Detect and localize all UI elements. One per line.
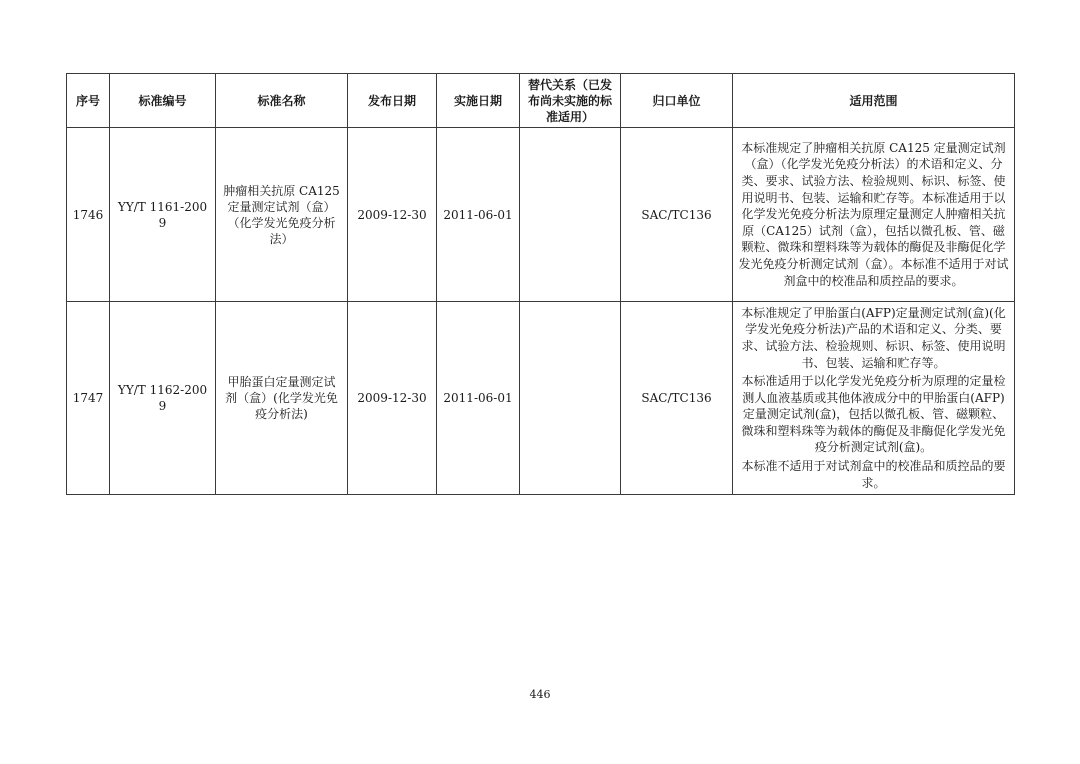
table-row (67, 302, 1015, 495)
cell-scope (733, 128, 1015, 302)
cell-publish-date: 2009-12-30 (348, 128, 437, 302)
cell-seq: 1747 (67, 302, 110, 495)
cell-replacement (520, 128, 621, 302)
table-row (67, 128, 1015, 302)
cell-scope-text: 本标准规定了肿瘤相关抗原 CA125 定量测定试剂（盒）（化学发光免疫分析法）的术语和定义、分类、要求、试验方法、检验规则、标识、标签、使用说明书、包装、运输和贮存等。本标准适用于以化学发光免疫分析法为原理定量测定人肿瘤相关抗原（CA125）试剂（盒），包括以微孔板、管、磁颗粒、微珠和塑料珠等为载体的酶促及非酶促化学发光免疫分析测定试剂（盒）。本标准不适用于对试剂盒中的校准品和质控品的要求。 (738, 140, 1009, 288)
cell-seq: 1746 (67, 128, 110, 302)
cell-name (216, 302, 348, 495)
cell-name (216, 128, 348, 302)
header-code: 标准编号 (110, 74, 216, 128)
cell-code-text: YY/T 1162-2009 (117, 383, 208, 413)
cell-scope (733, 302, 1015, 495)
header-row (67, 74, 1015, 128)
header-implement-date: 实施日期 (437, 74, 520, 128)
header-scope: 适用范围 (733, 74, 1015, 128)
cell-name-text: 肿瘤相关抗原 CA125 定量测定试剂（盒）（化学发光免疫分析法） (223, 183, 340, 246)
cell-implement-date: 2011-06-01 (437, 302, 520, 495)
header-publish-date: 发布日期 (348, 74, 437, 128)
cell-replacement (520, 302, 621, 495)
header-seq: 序号 (67, 74, 110, 128)
header-unit: 归口单位 (621, 74, 733, 128)
cell-scope-paragraph: 本标准不适用于对试剂盒中的校准品和质控品的要求。 (741, 459, 1006, 490)
cell-unit: SAC/TC136 (621, 302, 733, 495)
cell-publish-date: 2009-12-30 (348, 302, 437, 495)
header-name: 标准名称 (216, 74, 348, 128)
standards-table (66, 73, 1015, 495)
cell-unit: SAC/TC136 (621, 128, 733, 302)
header-replacement (520, 74, 621, 128)
cell-code (110, 302, 216, 495)
cell-implement-date: 2011-06-01 (437, 128, 520, 302)
cell-name-text: 甲胎蛋白定量测定试剂（盒）(化学发光免疫分析法) (225, 375, 338, 421)
cell-scope-paragraph: 本标准规定了甲胎蛋白(AFP)定量测定试剂(盒)(化学发光免疫分析法)产品的术语和定义、分类、要求、试验方法、检验规则、标识、标签、使用说明书、包装、运输和贮存等。 (741, 305, 1006, 370)
header-replacement-text: 替代关系（已发布尚未实施的标准适用） (527, 77, 612, 124)
cell-code (110, 128, 216, 302)
cell-code-text: YY/T 1161-2009 (117, 199, 208, 230)
page-number: 446 (529, 688, 551, 701)
cell-scope-paragraph: 本标准适用于以化学发光免疫分析为原理的定量检测人血液基质或其他体液成分中的甲胎蛋白(AFP)定量测定试剂(盒)，包括以微孔板、管、磁颗粒、微珠和塑料珠等为载体的酶促及非酶促化学发光免疫分析测定试剂(盒)。 (741, 374, 1006, 455)
